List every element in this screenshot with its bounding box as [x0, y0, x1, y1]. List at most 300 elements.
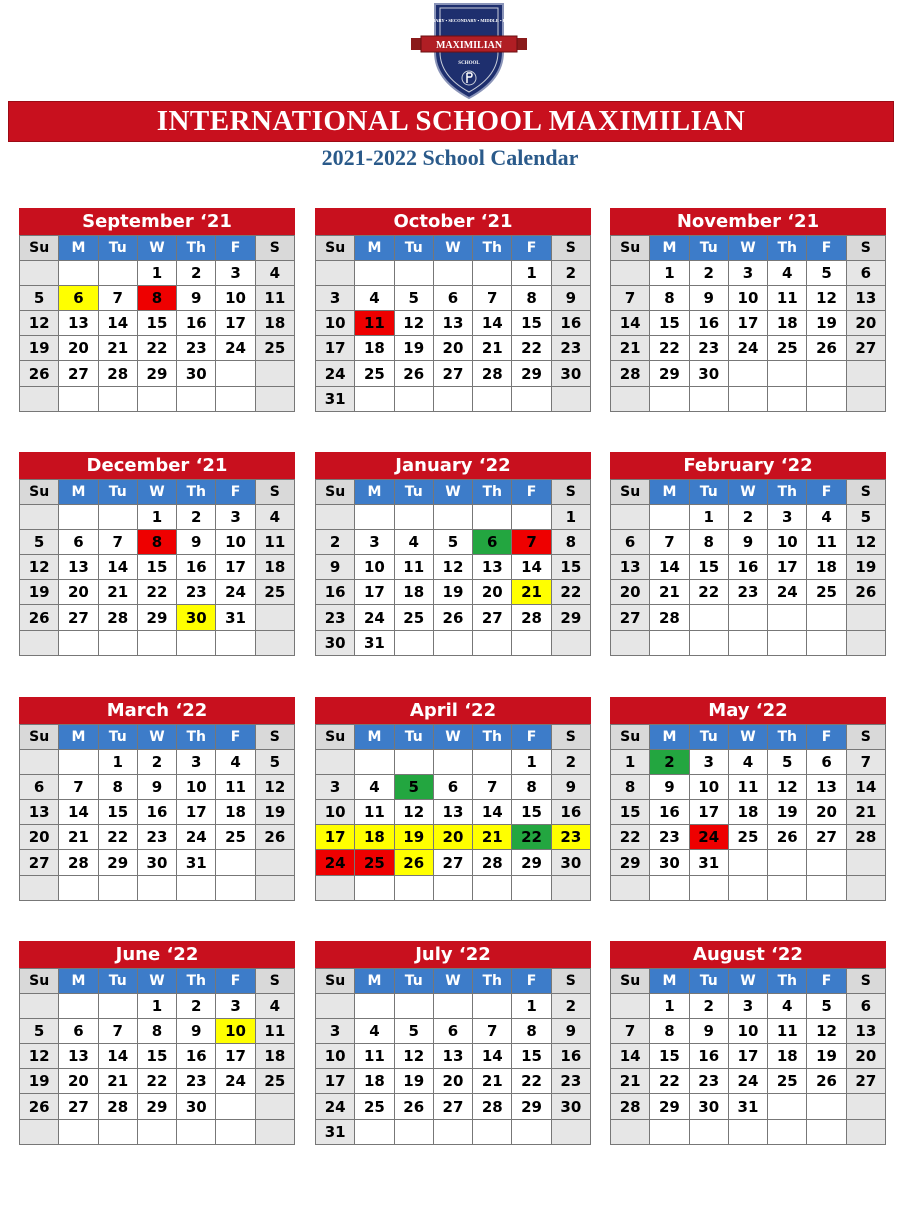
day-cell: 23 [650, 825, 689, 850]
day-cell: 11 [807, 530, 846, 555]
week-row [20, 750, 295, 775]
empty-day-cell [846, 875, 885, 900]
weekday-label: M [355, 480, 394, 505]
month-title: September ‘21 [19, 208, 295, 235]
day-cell: 10 [355, 555, 394, 580]
day-cell: 20 [473, 580, 512, 605]
weekday-label: Su [611, 969, 650, 994]
day-cell: 17 [216, 311, 255, 336]
empty-day-cell [59, 1119, 98, 1144]
day-cell: 6 [473, 530, 512, 555]
day-cell: 29 [137, 361, 176, 386]
empty-day-cell [512, 505, 551, 530]
day-cell: 25 [355, 1094, 394, 1119]
empty-day-cell [216, 850, 255, 875]
weekday-label: W [433, 480, 472, 505]
day-cell: 1 [689, 505, 728, 530]
day-cell: 8 [512, 775, 551, 800]
empty-day-cell [433, 386, 472, 411]
day-cell: 20 [846, 311, 885, 336]
weekday-label: Su [611, 236, 650, 261]
weekday-label: S [846, 725, 885, 750]
empty-day-cell [728, 361, 767, 386]
day-cell: 24 [768, 580, 807, 605]
week-row [316, 800, 591, 825]
day-cell: 19 [433, 580, 472, 605]
empty-day-cell [611, 1119, 650, 1144]
day-cell: 16 [177, 1044, 216, 1069]
week-row [20, 825, 295, 850]
day-cell: 17 [728, 1044, 767, 1069]
week-row [611, 605, 886, 630]
day-cell: 27 [473, 605, 512, 630]
day-cell: 18 [355, 825, 394, 850]
empty-day-cell [59, 261, 98, 286]
day-cell: 27 [433, 361, 472, 386]
empty-day-cell [512, 1119, 551, 1144]
day-cell: 6 [433, 1019, 472, 1044]
day-cell: 2 [728, 505, 767, 530]
empty-day-cell [846, 1094, 885, 1119]
empty-day-cell [807, 850, 846, 875]
week-row [611, 505, 886, 530]
weekday-label: W [728, 725, 767, 750]
empty-day-cell [512, 386, 551, 411]
day-cell: 5 [768, 750, 807, 775]
day-cell: 18 [255, 555, 294, 580]
day-cell: 8 [137, 1019, 176, 1044]
logo-text-top: PRIMARY • SECONDARY • MIDDLE • HIGH [423, 18, 515, 23]
day-cell: 1 [512, 750, 551, 775]
day-cell: 14 [611, 311, 650, 336]
empty-day-cell [433, 505, 472, 530]
week-row [316, 875, 591, 900]
day-cell: 18 [768, 311, 807, 336]
weekday-label: Th [768, 236, 807, 261]
month-block [315, 941, 591, 1145]
weekday-label: W [728, 969, 767, 994]
day-cell: 24 [177, 825, 216, 850]
week-row [20, 505, 295, 530]
empty-day-cell [394, 875, 433, 900]
day-cell: 1 [650, 994, 689, 1019]
empty-day-cell [807, 1119, 846, 1144]
empty-day-cell [20, 750, 59, 775]
day-cell: 16 [728, 555, 767, 580]
weekday-label: Th [768, 725, 807, 750]
empty-day-cell [394, 261, 433, 286]
day-cell: 12 [20, 555, 59, 580]
day-cell: 18 [355, 336, 394, 361]
empty-day-cell [216, 1119, 255, 1144]
week-row [611, 875, 886, 900]
day-cell: 19 [255, 800, 294, 825]
day-cell: 28 [611, 1094, 650, 1119]
empty-day-cell [846, 850, 885, 875]
day-cell: 6 [59, 530, 98, 555]
day-cell: 17 [728, 311, 767, 336]
day-cell: 21 [650, 580, 689, 605]
empty-day-cell [98, 386, 137, 411]
day-cell: 25 [216, 825, 255, 850]
day-cell: 30 [551, 1094, 590, 1119]
month-title: November ‘21 [610, 208, 886, 235]
weekday-label: Tu [689, 236, 728, 261]
day-cell: 14 [98, 1044, 137, 1069]
empty-day-cell [433, 1119, 472, 1144]
day-cell: 9 [177, 1019, 216, 1044]
empty-day-cell [650, 1119, 689, 1144]
weekday-label: Tu [689, 480, 728, 505]
day-cell: 14 [846, 775, 885, 800]
day-cell: 22 [611, 825, 650, 850]
day-cell: 17 [177, 800, 216, 825]
day-cell: 7 [98, 1019, 137, 1044]
day-cell: 26 [20, 361, 59, 386]
weekday-label: F [807, 725, 846, 750]
empty-day-cell [473, 1119, 512, 1144]
week-row [20, 605, 295, 630]
day-cell: 4 [728, 750, 767, 775]
weekday-row [611, 236, 886, 261]
empty-day-cell [316, 505, 355, 530]
empty-day-cell [846, 361, 885, 386]
day-cell: 5 [394, 286, 433, 311]
empty-day-cell [177, 386, 216, 411]
month-table [610, 968, 886, 1145]
day-cell: 27 [59, 361, 98, 386]
day-cell: 21 [98, 580, 137, 605]
month-table [315, 479, 591, 656]
month-title: August ‘22 [610, 941, 886, 968]
day-cell: 7 [98, 286, 137, 311]
empty-day-cell [98, 505, 137, 530]
day-cell: 11 [394, 555, 433, 580]
day-cell: 29 [98, 850, 137, 875]
weekday-row [611, 969, 886, 994]
empty-day-cell [807, 630, 846, 655]
month-table [315, 724, 591, 901]
empty-day-cell [611, 505, 650, 530]
day-cell: 15 [512, 800, 551, 825]
empty-day-cell [768, 605, 807, 630]
weekday-label: M [59, 969, 98, 994]
day-cell: 14 [611, 1044, 650, 1069]
day-cell: 17 [689, 800, 728, 825]
day-cell: 22 [650, 1069, 689, 1094]
day-cell: 28 [650, 605, 689, 630]
day-cell: 17 [768, 555, 807, 580]
month-block [610, 941, 886, 1145]
day-cell: 11 [255, 530, 294, 555]
day-cell: 4 [255, 505, 294, 530]
day-cell: 27 [20, 850, 59, 875]
weekday-label: W [137, 725, 176, 750]
week-row [20, 580, 295, 605]
day-cell: 5 [20, 1019, 59, 1044]
weekday-label: W [137, 969, 176, 994]
empty-day-cell [355, 261, 394, 286]
weekday-label: Th [177, 969, 216, 994]
day-cell: 29 [137, 1094, 176, 1119]
empty-day-cell [316, 261, 355, 286]
day-cell: 10 [768, 530, 807, 555]
week-row [316, 505, 591, 530]
day-cell: 30 [137, 850, 176, 875]
day-cell: 30 [551, 850, 590, 875]
logo-text-bottom: SCHOOL [458, 61, 480, 66]
day-cell: 10 [216, 286, 255, 311]
empty-day-cell [355, 875, 394, 900]
day-cell: 11 [728, 775, 767, 800]
empty-day-cell [433, 261, 472, 286]
day-cell: 3 [728, 994, 767, 1019]
empty-day-cell [355, 750, 394, 775]
day-cell: 2 [316, 530, 355, 555]
weekday-label: M [650, 480, 689, 505]
day-cell: 27 [611, 605, 650, 630]
weekday-label: F [807, 969, 846, 994]
day-cell: 21 [98, 1069, 137, 1094]
weekday-label: F [512, 725, 551, 750]
day-cell: 17 [316, 825, 355, 850]
week-row [316, 361, 591, 386]
empty-day-cell [728, 386, 767, 411]
week-row [316, 825, 591, 850]
empty-day-cell [20, 994, 59, 1019]
day-cell: 3 [216, 261, 255, 286]
weekday-label: S [846, 236, 885, 261]
weekday-label: Th [473, 725, 512, 750]
empty-day-cell [433, 875, 472, 900]
week-row [20, 1019, 295, 1044]
day-cell: 27 [846, 1069, 885, 1094]
day-cell: 27 [807, 825, 846, 850]
day-cell: 6 [846, 261, 885, 286]
day-cell: 10 [177, 775, 216, 800]
day-cell: 26 [394, 850, 433, 875]
empty-day-cell [473, 386, 512, 411]
day-cell: 5 [394, 775, 433, 800]
empty-day-cell [355, 994, 394, 1019]
day-cell: 5 [433, 530, 472, 555]
day-cell: 5 [20, 530, 59, 555]
empty-day-cell [98, 630, 137, 655]
empty-day-cell [20, 261, 59, 286]
empty-day-cell [216, 386, 255, 411]
day-cell: 3 [216, 994, 255, 1019]
empty-day-cell [689, 875, 728, 900]
empty-day-cell [650, 630, 689, 655]
day-cell: 2 [689, 261, 728, 286]
week-row [316, 336, 591, 361]
day-cell: 14 [473, 800, 512, 825]
day-cell: 9 [551, 775, 590, 800]
weekday-label: Th [177, 480, 216, 505]
day-cell: 11 [768, 286, 807, 311]
day-cell: 24 [216, 336, 255, 361]
month-block [315, 208, 591, 412]
week-row [316, 1094, 591, 1119]
day-cell: 31 [316, 1119, 355, 1144]
week-row [316, 1044, 591, 1069]
day-cell: 25 [394, 605, 433, 630]
day-cell: 22 [650, 336, 689, 361]
day-cell: 22 [512, 825, 551, 850]
empty-day-cell [394, 386, 433, 411]
day-cell: 27 [433, 1094, 472, 1119]
day-cell: 15 [551, 555, 590, 580]
day-cell: 5 [846, 505, 885, 530]
day-cell: 15 [512, 311, 551, 336]
weekday-label: F [216, 969, 255, 994]
weekday-label: F [807, 480, 846, 505]
day-cell: 1 [650, 261, 689, 286]
day-cell: 31 [316, 386, 355, 411]
empty-day-cell [807, 875, 846, 900]
month-table [315, 968, 591, 1145]
day-cell: 27 [846, 336, 885, 361]
day-cell: 2 [551, 750, 590, 775]
week-row [611, 800, 886, 825]
day-cell: 21 [98, 336, 137, 361]
empty-day-cell [433, 630, 472, 655]
day-cell: 8 [689, 530, 728, 555]
empty-day-cell [59, 875, 98, 900]
day-cell: 16 [650, 800, 689, 825]
weekday-label: M [59, 725, 98, 750]
day-cell: 2 [137, 750, 176, 775]
day-cell: 26 [394, 361, 433, 386]
day-cell: 11 [216, 775, 255, 800]
day-cell: 15 [689, 555, 728, 580]
empty-day-cell [255, 605, 294, 630]
day-cell: 23 [728, 580, 767, 605]
week-row [611, 530, 886, 555]
empty-day-cell [355, 1119, 394, 1144]
empty-day-cell [59, 505, 98, 530]
day-cell: 9 [689, 1019, 728, 1044]
day-cell: 4 [807, 505, 846, 530]
day-cell: 2 [650, 750, 689, 775]
month-block [19, 452, 295, 656]
week-row [611, 825, 886, 850]
day-cell: 19 [394, 825, 433, 850]
week-row [611, 286, 886, 311]
day-cell: 22 [512, 336, 551, 361]
day-cell: 12 [807, 286, 846, 311]
day-cell: 22 [98, 825, 137, 850]
day-cell: 20 [433, 1069, 472, 1094]
day-cell: 16 [689, 1044, 728, 1069]
weekday-label: S [255, 480, 294, 505]
empty-day-cell [473, 630, 512, 655]
month-table [610, 235, 886, 412]
day-cell: 20 [807, 800, 846, 825]
day-cell: 1 [551, 505, 590, 530]
day-cell: 30 [177, 361, 216, 386]
day-cell: 4 [394, 530, 433, 555]
empty-day-cell [473, 261, 512, 286]
empty-day-cell [433, 994, 472, 1019]
empty-day-cell [316, 875, 355, 900]
day-cell: 16 [689, 311, 728, 336]
day-cell: 4 [255, 261, 294, 286]
empty-day-cell [768, 361, 807, 386]
month-block [19, 697, 295, 901]
day-cell: 22 [137, 1069, 176, 1094]
day-cell: 25 [768, 336, 807, 361]
day-cell: 4 [768, 994, 807, 1019]
day-cell: 10 [728, 286, 767, 311]
weekday-row [20, 969, 295, 994]
day-cell: 14 [59, 800, 98, 825]
day-cell: 3 [316, 286, 355, 311]
empty-day-cell [611, 875, 650, 900]
weekday-label: W [728, 480, 767, 505]
day-cell: 26 [394, 1094, 433, 1119]
day-cell: 13 [433, 1044, 472, 1069]
calendar-subtitle: 2021-2022 School Calendar [321, 145, 579, 170]
day-cell: 7 [59, 775, 98, 800]
empty-day-cell [551, 630, 590, 655]
day-cell: 14 [512, 555, 551, 580]
day-cell: 25 [807, 580, 846, 605]
empty-day-cell [611, 630, 650, 655]
day-cell: 11 [355, 311, 394, 336]
day-cell: 6 [433, 286, 472, 311]
day-cell: 26 [20, 1094, 59, 1119]
week-row [20, 775, 295, 800]
day-cell: 11 [255, 286, 294, 311]
day-cell: 12 [20, 311, 59, 336]
week-row [611, 750, 886, 775]
week-row [316, 850, 591, 875]
weekday-label: Th [473, 236, 512, 261]
weekday-label: F [512, 969, 551, 994]
day-cell: 16 [316, 580, 355, 605]
day-cell: 19 [807, 311, 846, 336]
day-cell: 29 [650, 361, 689, 386]
empty-day-cell [216, 361, 255, 386]
day-cell: 4 [255, 994, 294, 1019]
weekday-label: Tu [394, 725, 433, 750]
day-cell: 8 [551, 530, 590, 555]
day-cell: 2 [177, 261, 216, 286]
month-block [610, 208, 886, 412]
day-cell: 24 [316, 1094, 355, 1119]
day-cell: 26 [768, 825, 807, 850]
day-cell: 28 [512, 605, 551, 630]
weekday-label: Tu [98, 725, 137, 750]
day-cell: 11 [255, 1019, 294, 1044]
day-cell: 15 [650, 1044, 689, 1069]
day-cell: 17 [216, 1044, 255, 1069]
week-row [20, 1069, 295, 1094]
day-cell: 29 [650, 1094, 689, 1119]
day-cell: 18 [355, 1069, 394, 1094]
day-cell: 8 [98, 775, 137, 800]
weekday-label: F [512, 480, 551, 505]
empty-day-cell [728, 1119, 767, 1144]
empty-day-cell [316, 750, 355, 775]
weekday-row [316, 480, 591, 505]
day-cell: 6 [59, 286, 98, 311]
day-cell: 6 [807, 750, 846, 775]
weekday-label: S [551, 480, 590, 505]
day-cell: 8 [611, 775, 650, 800]
month-title: October ‘21 [315, 208, 591, 235]
